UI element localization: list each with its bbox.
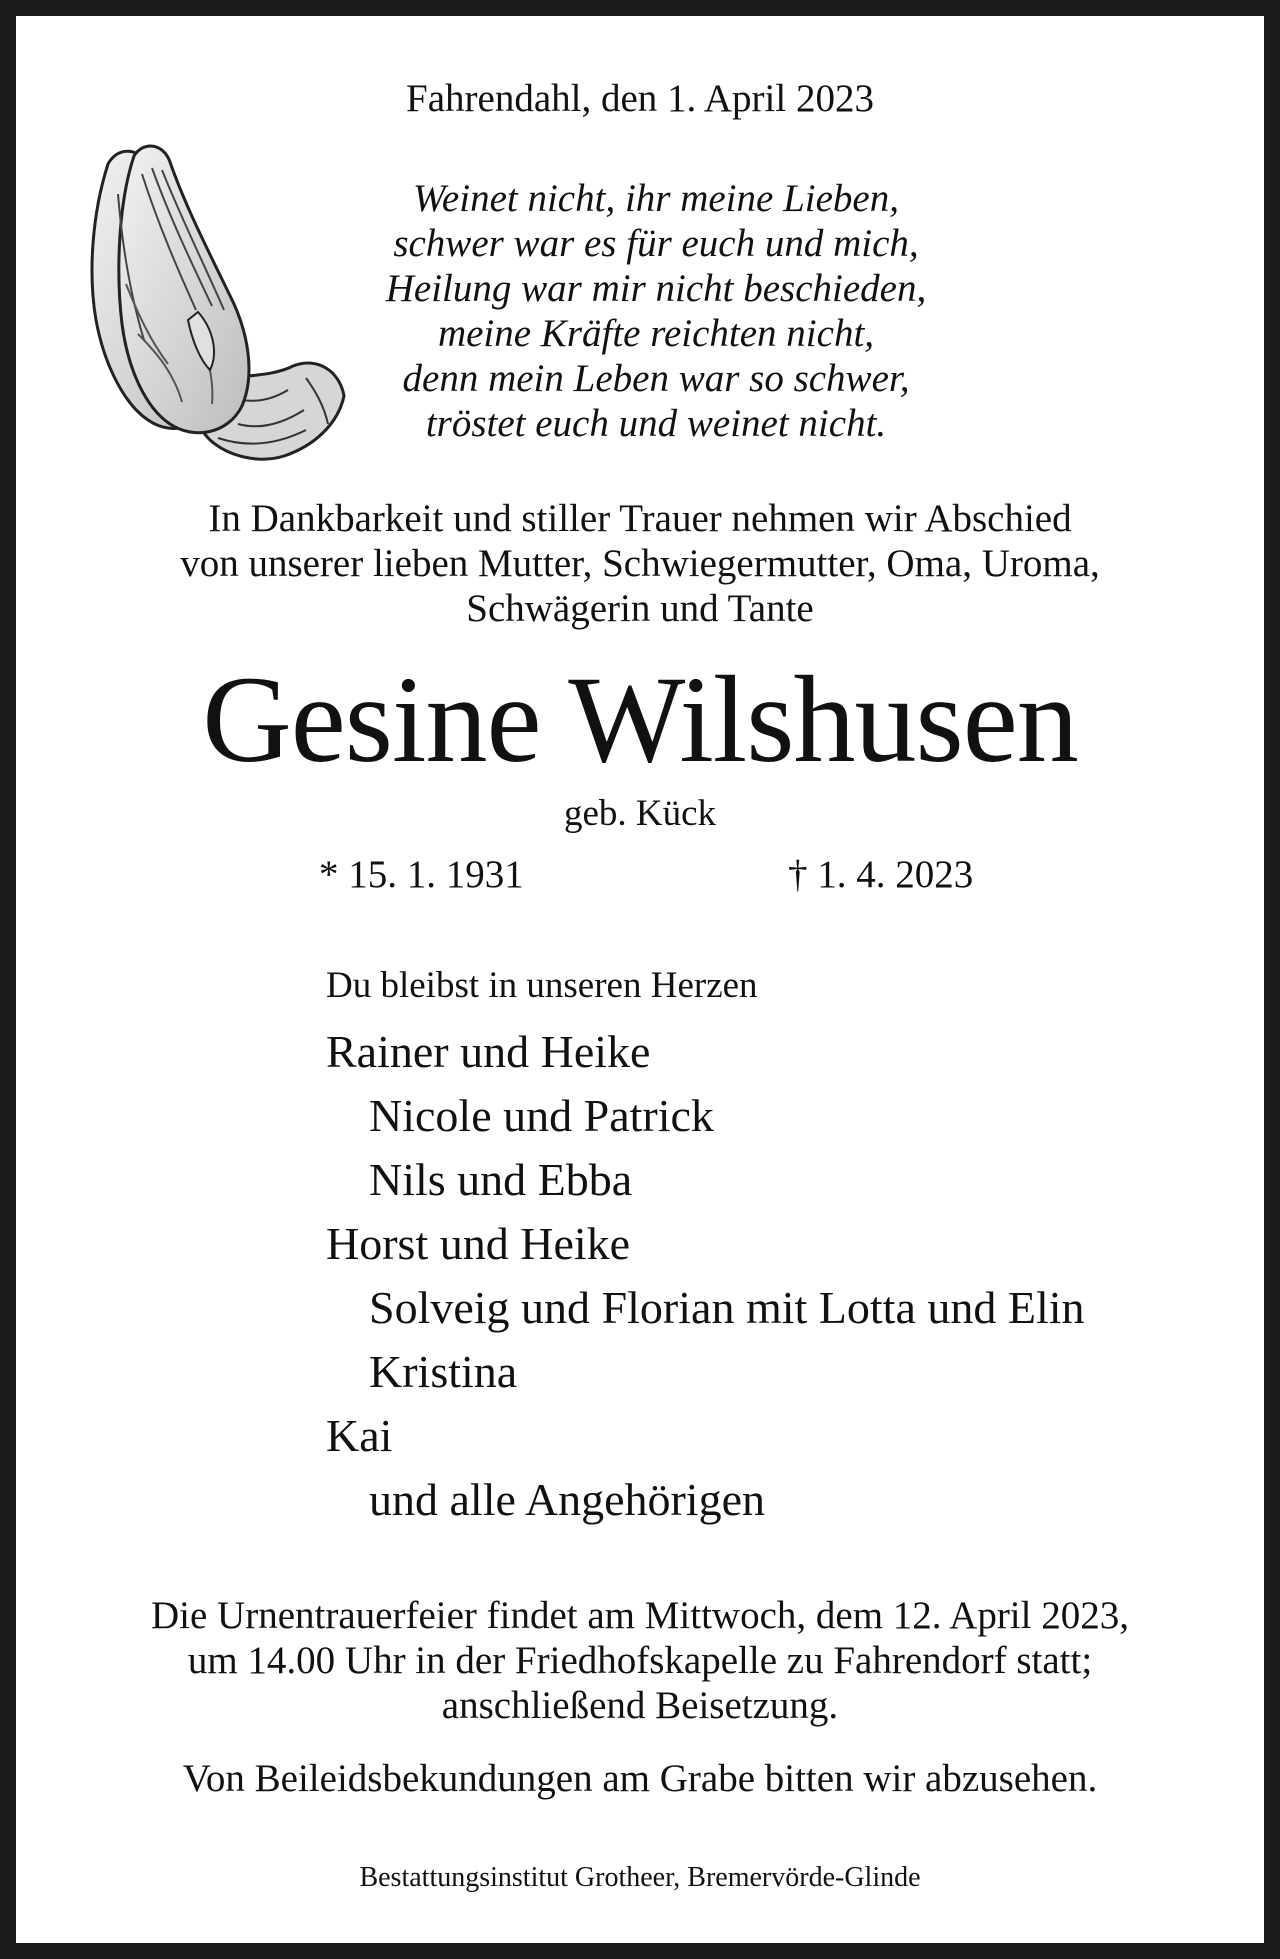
mourner-line: Kristina — [369, 1346, 518, 1397]
birth-date: * 15. 1. 1931 — [319, 853, 524, 896]
undertaker-credit: Bestattungsinstitut Grotheer, Bremervörde-Glinde — [359, 1862, 921, 1893]
mourner-line: Kai — [326, 1410, 393, 1461]
ceremony-line: anschließend Beisetzung. — [441, 1684, 839, 1727]
intro-text — [16, 496, 1264, 631]
ceremony-info — [16, 1593, 1264, 1728]
poem — [326, 176, 986, 446]
mourner-line: Nils und Ebba — [369, 1154, 633, 1205]
poem-line: tröstet euch und weinet nicht. — [425, 402, 887, 445]
praying-hands-icon — [78, 134, 350, 466]
death-date: † 1. 4. 2023 — [788, 853, 974, 896]
deceased-name: Gesine Wilshusen — [202, 651, 1078, 788]
intro-line: Schwägerin und Tante — [466, 587, 814, 630]
intro-line: In Dankbarkeit und stiller Trauer nehmen wir Abschied — [208, 497, 1072, 540]
mourner-line: Solveig und Florian mit Lotta und Elin — [369, 1282, 1085, 1333]
mourner-line: Nicole und Patrick — [369, 1090, 714, 1141]
maiden-name: geb. Kück — [563, 793, 717, 834]
mourner-line: und alle Angehörigen — [369, 1474, 766, 1525]
mourner-line: Horst und Heike — [326, 1218, 631, 1269]
mourner-line: Rainer und Heike — [326, 1026, 651, 1077]
poem-line: Weinet nicht, ihr meine Lieben, — [413, 177, 899, 220]
ceremony-line: Die Urnentrauerfeier findet am Mittwoch, dem 12. April 2023, — [151, 1594, 1129, 1637]
poem-line: schwer war es für euch und mich, — [393, 222, 919, 265]
ceremony-line: um 14.00 Uhr in der Friedhofskapelle zu Fahrendorf statt; — [187, 1639, 1093, 1682]
place-date: Fahrendahl, den 1. April 2023 — [406, 77, 874, 120]
mourners-list — [326, 966, 1085, 1536]
condolence-note: Von Beileidsbekundungen am Grabe bitten wir abzusehen. — [182, 1757, 1098, 1800]
intro-line: von unserer lieben Mutter, Schwiegermutter, Oma, Uroma, — [180, 542, 1100, 585]
poem-line: meine Kräfte reichten nicht, — [437, 312, 875, 355]
poem-line: denn mein Leben war so schwer, — [402, 357, 910, 400]
mourners-lead: Du bleibst in unseren Herzen — [326, 965, 758, 1006]
poem-line: Heilung war mir nicht beschieden, — [385, 267, 927, 310]
